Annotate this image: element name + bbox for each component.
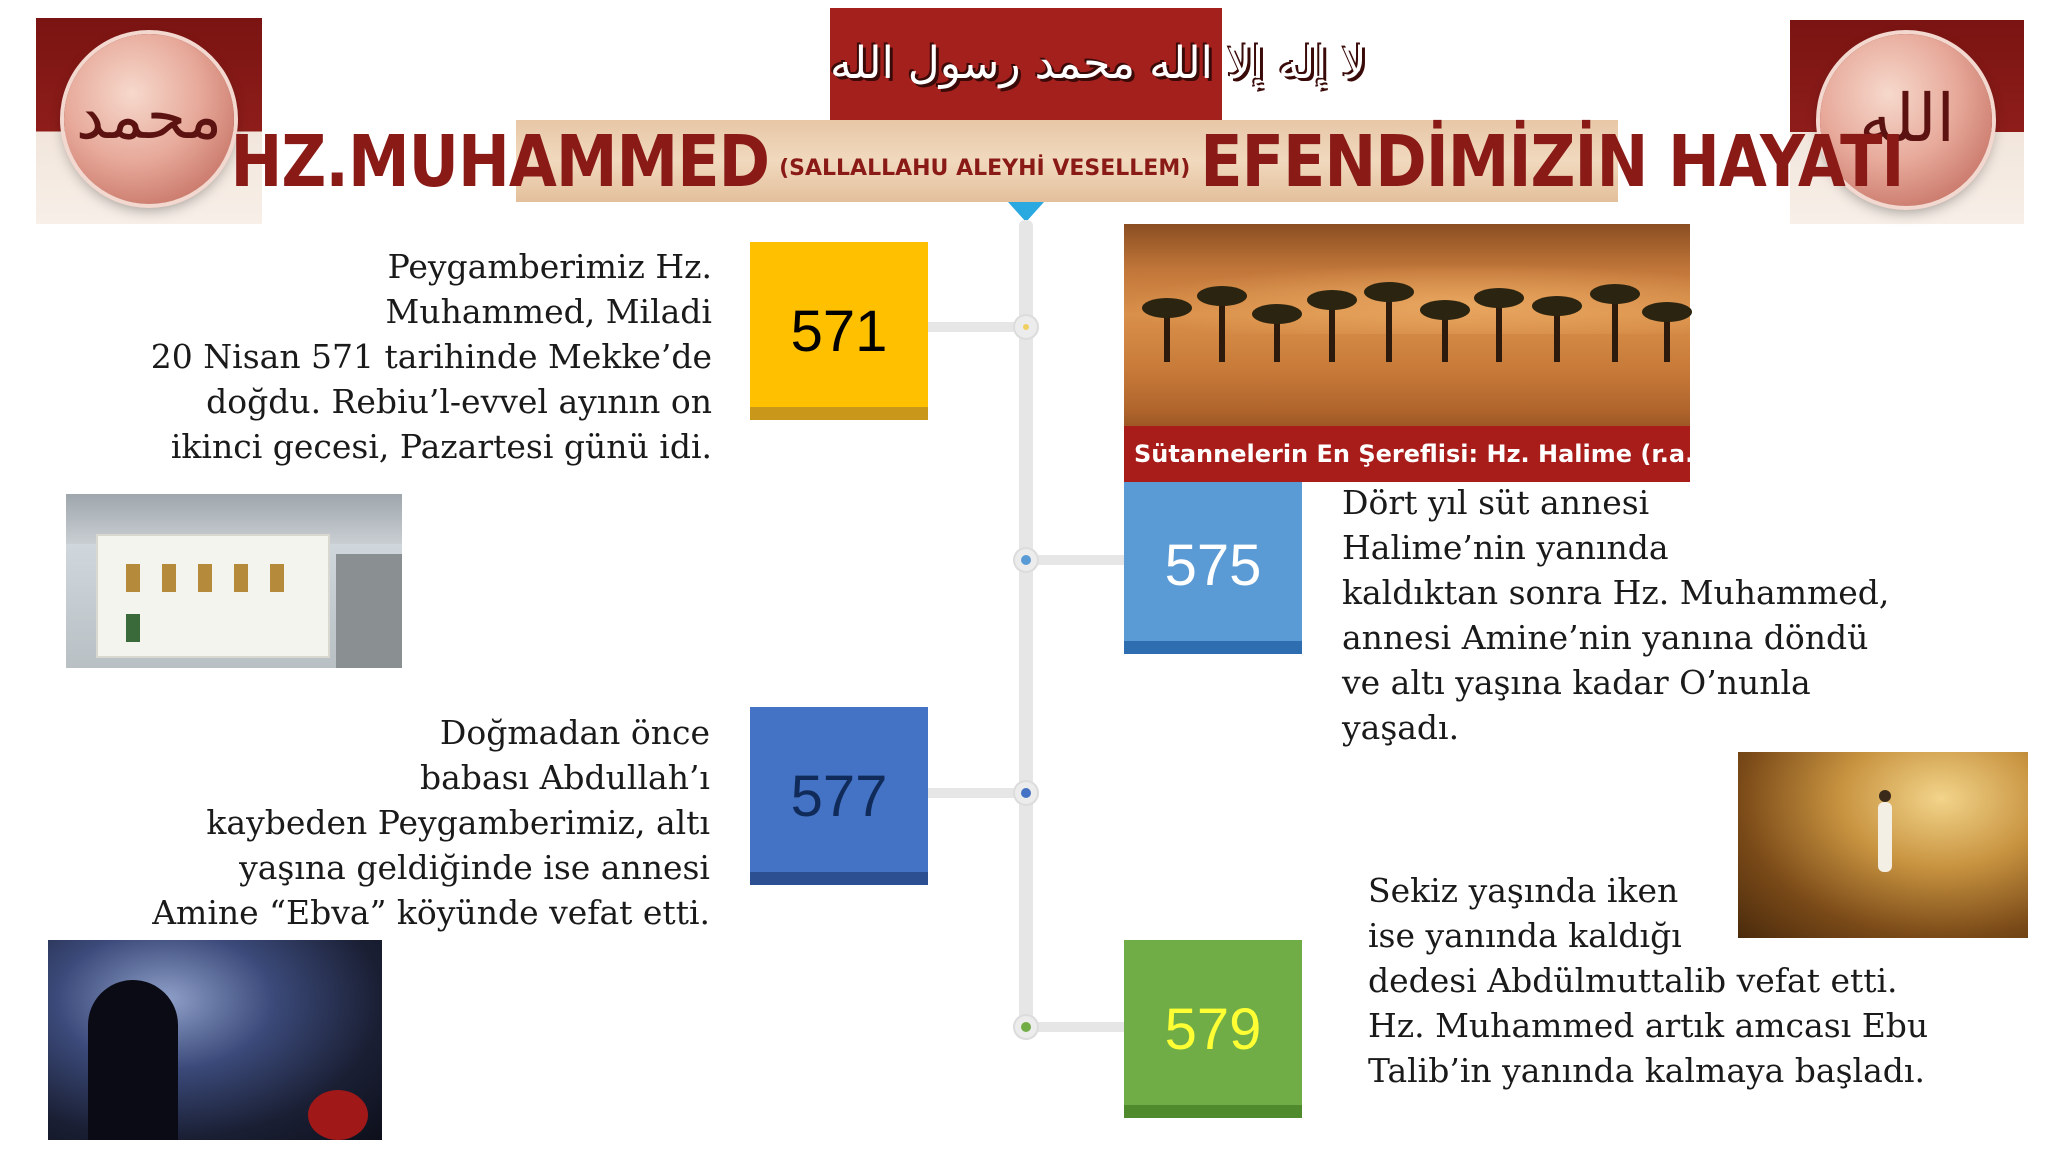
title-left: HZ.MUHAMMED — [230, 119, 770, 203]
timeline-dot-571 — [1013, 314, 1039, 340]
year-box-575 — [1124, 476, 1302, 654]
birthplace-building-photo — [66, 494, 402, 668]
mourning-woman-photo — [48, 940, 382, 1140]
shahada-banner — [830, 8, 1367, 120]
year-box-577 — [750, 707, 928, 885]
event-text-577: Doğmadan önce babası Abdullah’ı kaybeden Peygamberimiz, altı yaşına geldiğinde ise annesi Amine “Ebva” köyünde vefat etti. — [152, 713, 710, 932]
year-box-579 — [1124, 940, 1302, 1118]
page-title-banner — [230, 119, 1904, 203]
timeline-pointer-icon — [1008, 202, 1044, 222]
connector-571 — [926, 322, 1026, 332]
timeline-dot-577 — [1013, 780, 1039, 806]
title-subtitle: (SALLALLAHU ALEYHİ VESELLEM) — [779, 155, 1191, 181]
muhammad-calligraphy-emblem — [36, 18, 262, 224]
timeline-line — [1019, 220, 1033, 1030]
year-label: 575 — [1164, 532, 1262, 598]
year-label: 577 — [790, 763, 888, 829]
connector-575 — [1026, 555, 1124, 565]
event-text-575: Dört yıl süt annesi Halime’nin yanında kaldıktan sonra Hz. Muhammed, annesi Amine’nin yanına döndü ve altı yaşına kadar O’nunla yaşadı. — [1342, 483, 1890, 747]
cracked-earth-photo — [1738, 752, 2028, 938]
year-box-571 — [750, 242, 928, 420]
connector-579 — [1026, 1022, 1124, 1032]
timeline-dot-579 — [1013, 1014, 1039, 1040]
emblem-calligraphy-text: محمد — [75, 80, 223, 154]
shahada-text: لا إله إلا الله محمد رسول الله — [830, 38, 1367, 89]
event-text-579: Sekiz yaşında iken ise yanında kaldığı dedesi Abdülmuttalib vefat etti. Hz. Muhammed artık amcası Ebu Talib’in yanında kalmaya başladı. — [1368, 871, 1929, 1090]
desert-photo — [1124, 224, 1706, 482]
year-label: 579 — [1164, 996, 1262, 1062]
year-label: 571 — [790, 298, 888, 364]
desert-photo-caption: Sütannelerin En Şereflisi: Hz. Halime (r.a.) — [1124, 426, 1690, 482]
event-text-571: Peygamberimiz Hz. Muhammed, Miladi 20 Nisan 571 tarihinde Mekke’de doğdu. Rebiu’l-evvel ayının on ikinci gecesi, Pazartesi günü idi. — [150, 247, 712, 466]
title-right: EFENDİMİZİN HAYATI — [1200, 119, 1904, 203]
emblem-calligraphy-text: الله — [1859, 80, 1955, 157]
connector-577 — [926, 788, 1026, 798]
timeline-dot-575 — [1013, 547, 1039, 573]
